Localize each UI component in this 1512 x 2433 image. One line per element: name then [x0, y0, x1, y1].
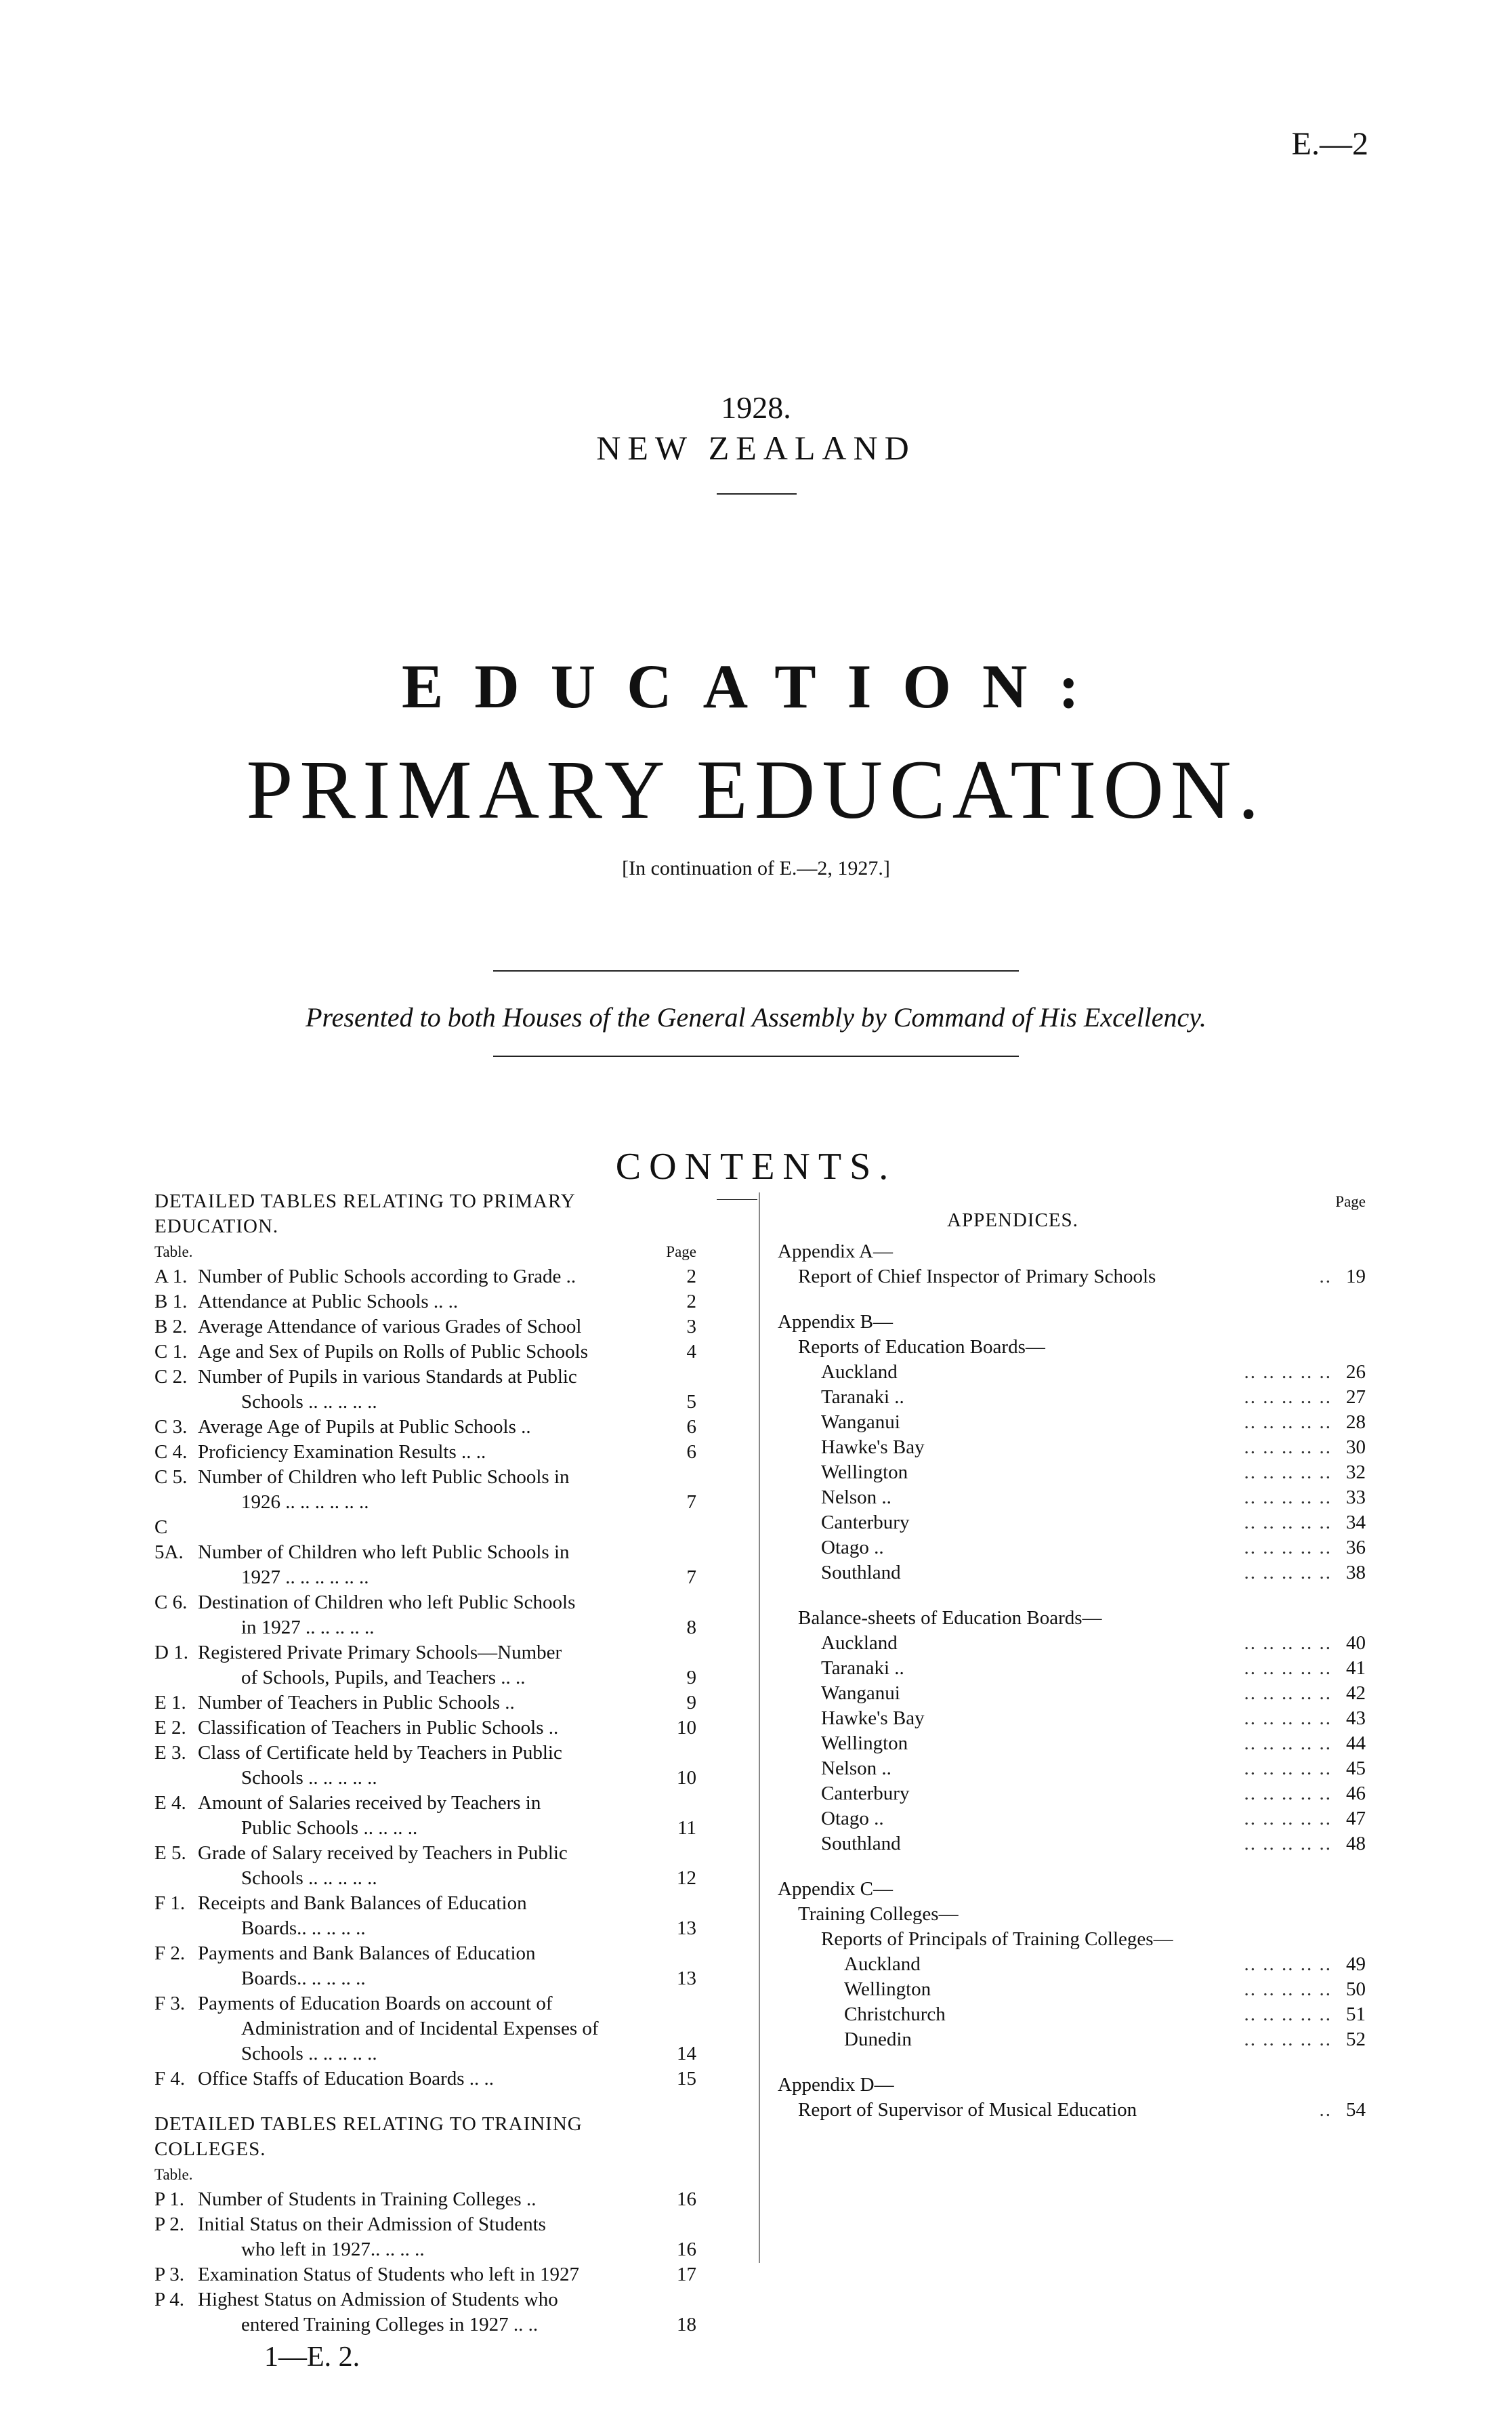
- list-item: [778, 2027, 1366, 2052]
- leader-dots: .. .. .. .. ..: [1244, 1953, 1332, 1975]
- table-row: [154, 1440, 696, 1465]
- item-label: Southland: [821, 1562, 901, 1583]
- item-page: 26: [1346, 1361, 1366, 1383]
- table-code: F 3.: [154, 1993, 186, 2014]
- list-item: [778, 1831, 1366, 1856]
- list-item: [778, 1952, 1366, 1977]
- list-item: [778, 1756, 1366, 1781]
- table-description: Registered Private Primary Schools—Number: [198, 1642, 562, 1663]
- item-page: 48: [1346, 1833, 1366, 1854]
- list-item: [778, 1485, 1366, 1510]
- table-code: C 4.: [154, 1441, 188, 1463]
- item-label: Taranaki ..: [821, 1657, 904, 1679]
- sub-heading: Reports of Education Boards—: [798, 1336, 1045, 1358]
- table-page: 2: [686, 1291, 696, 1312]
- training-college-list: [778, 1952, 1366, 2052]
- table-row: [154, 2187, 696, 2212]
- leader-dots: .. .. .. .. ..: [1244, 2003, 1332, 2025]
- table-page: 16: [677, 2239, 696, 2260]
- leader-dots: .. .. .. .. ..: [1244, 1783, 1332, 1804]
- item-label: Auckland: [844, 1953, 921, 1975]
- table-row: [154, 1866, 696, 1891]
- sub-heading: Training Colleges—: [798, 1903, 959, 1925]
- footer-signature: 1—E. 2.: [264, 2342, 360, 2373]
- table-row: [154, 1264, 696, 1289]
- table-code: E 2.: [154, 1717, 186, 1739]
- table-page: 18: [677, 2314, 696, 2335]
- item-page: 41: [1346, 1657, 1366, 1679]
- list-item: [778, 1410, 1366, 1435]
- table-page: 8: [686, 1617, 696, 1638]
- list-item: [778, 1385, 1366, 1410]
- leader-dots: .. .. .. .. ..: [1244, 1682, 1332, 1704]
- section-title: DETAILED TABLES RELATING TO PRIMARY EDUCATION.: [154, 1190, 575, 1237]
- item-page: 42: [1346, 1682, 1366, 1704]
- item-page: 19: [1346, 1266, 1366, 1287]
- table-row: [154, 2066, 696, 2092]
- appendix-title: Appendix D—: [778, 2074, 894, 2096]
- table-description: Schools .. .. .. .. ..: [241, 1767, 377, 1789]
- item-label: Hawke's Bay: [821, 1707, 925, 1729]
- list-item: [778, 1977, 1366, 2002]
- item-page: 43: [1346, 1707, 1366, 1729]
- table-code: C 6.: [154, 1592, 188, 1613]
- table-row: [154, 1415, 696, 1440]
- table-page: 4: [686, 1341, 696, 1363]
- table-label: Table.: [154, 2166, 193, 2183]
- leader-dots: .. .. .. .. ..: [1244, 1978, 1332, 2000]
- leader-dots: .. .. .. .. ..: [1244, 1707, 1332, 1729]
- table-page: 13: [677, 1917, 696, 1939]
- table-description: Grade of Salary received by Teachers in Public: [198, 1842, 568, 1864]
- item-page: 52: [1346, 2029, 1366, 2050]
- table-row: [154, 2312, 696, 2337]
- table-row: [154, 2287, 696, 2312]
- country: NEW ZEALAND: [596, 429, 916, 467]
- leader-dots: .. .. .. .. ..: [1244, 1436, 1332, 1458]
- list-item: [778, 1535, 1366, 1560]
- table-page: 15: [677, 2068, 696, 2089]
- item-label: Nelson ..: [821, 1758, 891, 1779]
- table-row: [154, 1741, 696, 1766]
- leader-dots: .. .. .. .. ..: [1244, 2029, 1332, 2050]
- leader-dots: .. .. .. .. ..: [1244, 1833, 1332, 1854]
- item-label: Wanganui: [821, 1411, 900, 1433]
- leader-dots: .. .. .. .. ..: [1244, 1657, 1332, 1679]
- item-page: 46: [1346, 1783, 1366, 1804]
- item-page: 50: [1346, 1978, 1366, 2000]
- list-item: [778, 1560, 1366, 1585]
- table-page: 9: [686, 1692, 696, 1713]
- table-list: [154, 1264, 696, 2092]
- item-page: 44: [1346, 1732, 1366, 1754]
- item-page: 28: [1346, 1411, 1366, 1433]
- table-description: Examination Status of Students who left in 1927: [198, 2264, 580, 2285]
- column-divider: [759, 1192, 760, 2263]
- table-description: Schools .. .. .. .. ..: [241, 1867, 377, 1889]
- table-row: [154, 2212, 696, 2237]
- table-row: [154, 1791, 696, 1816]
- appendices-header: [778, 1189, 1366, 1239]
- leader-dots: ..: [1319, 2099, 1332, 2121]
- table-description: in 1927 .. .. .. .. ..: [241, 1617, 375, 1638]
- list-item: [778, 1631, 1366, 1656]
- item-label: Wellington: [821, 1461, 908, 1483]
- board-reports-list: [778, 1360, 1366, 1585]
- table-description: Boards.. .. .. .. ..: [241, 1917, 366, 1939]
- table-description: of Schools, Pupils, and Teachers .. ..: [241, 1667, 526, 1688]
- table-code: P 3.: [154, 2264, 185, 2285]
- list-item: [778, 1360, 1366, 1385]
- table-code: F 2.: [154, 1942, 186, 1964]
- table-code: F 1.: [154, 1892, 186, 1914]
- table-description: entered Training Colleges in 1927 .. ..: [241, 2314, 539, 2335]
- table-description: Schools .. .. .. .. ..: [241, 1391, 377, 1413]
- table-row: [154, 2016, 696, 2041]
- item-page: 49: [1346, 1953, 1366, 1975]
- table-code: D 1.: [154, 1642, 188, 1663]
- table-row: [154, 1289, 696, 1314]
- list-item: [778, 1460, 1366, 1485]
- spacer: [154, 2092, 696, 2112]
- item-label: Canterbury: [821, 1783, 910, 1804]
- item-page: 47: [1346, 1808, 1366, 1829]
- item-label: Hawke's Bay: [821, 1436, 925, 1458]
- table-row: [154, 1816, 696, 1841]
- item-page: 36: [1346, 1537, 1366, 1558]
- contents-right-column: [778, 1189, 1366, 2123]
- table-page: 10: [677, 1717, 696, 1739]
- divider: [717, 1199, 757, 1200]
- table-row: [154, 1465, 696, 1490]
- item-label: Dunedin: [844, 2029, 912, 2050]
- table-page: 10: [677, 1767, 696, 1789]
- appendix-title: Appendix B—: [778, 1311, 893, 1333]
- table-row: [154, 1365, 696, 1390]
- page-subtitle: PRIMARY EDUCATION.: [246, 743, 1266, 836]
- leader-dots: ..: [1319, 1266, 1332, 1287]
- table-description: Public Schools .. .. .. ..: [241, 1817, 418, 1839]
- table-description: 1927 .. .. .. .. .. ..: [241, 1566, 369, 1588]
- list-item: [778, 1435, 1366, 1460]
- table-page: 5: [686, 1391, 696, 1413]
- table-description: Payments of Education Boards on account of: [198, 1993, 553, 2014]
- table-row: [154, 1916, 696, 1941]
- table-row: [154, 1390, 696, 1415]
- leader-dots: .. .. .. .. ..: [1244, 1512, 1332, 1533]
- table-code: F 4.: [154, 2068, 186, 2089]
- list-item: [778, 1806, 1366, 1831]
- table-description: Class of Certificate held by Teachers in Public: [198, 1742, 562, 1764]
- table-description: 1926 .. .. .. .. .. ..: [241, 1491, 369, 1513]
- continuation-note: [In continuation of E.—2, 1927.]: [622, 857, 890, 879]
- table-description: Highest Status on Admission of Students who: [198, 2289, 558, 2310]
- leader-dots: .. .. .. .. ..: [1244, 1537, 1332, 1558]
- item-label: Nelson ..: [821, 1486, 891, 1508]
- table-row: [154, 1966, 696, 1991]
- table-code: C 3.: [154, 1416, 188, 1438]
- appendix-title: Appendix C—: [778, 1878, 893, 1900]
- leader-dots: .. .. .. .. ..: [1244, 1562, 1332, 1583]
- leader-dots: .. .. .. .. ..: [1244, 1732, 1332, 1754]
- table-row: [154, 1891, 696, 1916]
- item-page: 51: [1346, 2003, 1366, 2025]
- table-description: Destination of Children who left Public Schools: [198, 1592, 576, 1613]
- appendix-title: Appendix A—: [778, 1241, 893, 1262]
- spacer: [778, 1856, 1366, 1877]
- page-title: EDUCATION:: [401, 652, 1111, 721]
- table-description: Boards.. .. .. .. ..: [241, 1968, 366, 1989]
- table-description: Payments and Bank Balances of Education: [198, 1942, 536, 1964]
- item-label: Otago ..: [821, 1537, 884, 1558]
- table-code: C 1.: [154, 1341, 188, 1363]
- sub-heading: Reports of Principals of Training Colleges—: [821, 1928, 1173, 1950]
- table-description: Office Staffs of Education Boards .. ..: [198, 2068, 495, 2089]
- sub-heading: Balance-sheets of Education Boards—: [798, 1607, 1102, 1629]
- leader-dots: .. .. .. .. ..: [1244, 1461, 1332, 1483]
- item-page: 30: [1346, 1436, 1366, 1458]
- list-item: [778, 1264, 1366, 1289]
- section-title: DETAILED TABLES RELATING TO TRAINING COLLEGES.: [154, 2113, 583, 2160]
- table-code: B 2.: [154, 1316, 188, 1337]
- table-code: E 3.: [154, 1742, 186, 1764]
- leader-dots: .. .. .. .. ..: [1244, 1386, 1332, 1408]
- item-page: 27: [1346, 1386, 1366, 1408]
- item-page: 32: [1346, 1461, 1366, 1483]
- table-page: 17: [677, 2264, 696, 2285]
- divider: [717, 493, 797, 495]
- table-row: [154, 1991, 696, 2016]
- list-item: [778, 1781, 1366, 1806]
- list-item: [778, 1706, 1366, 1731]
- table-description: Average Age of Pupils at Public Schools ..: [198, 1416, 531, 1438]
- page-label: Page: [666, 1243, 696, 1260]
- item-page: 45: [1346, 1758, 1366, 1779]
- table-description: Number of Public Schools according to Grade ..: [198, 1266, 576, 1287]
- item-label: Otago ..: [821, 1808, 884, 1829]
- divider: [493, 970, 1019, 972]
- leader-dots: .. .. .. .. ..: [1244, 1758, 1332, 1779]
- table-row: [154, 1941, 696, 1966]
- item-page: 33: [1346, 1486, 1366, 1508]
- table-page: 7: [686, 1491, 696, 1513]
- table-description: Schools .. .. .. .. ..: [241, 2043, 377, 2064]
- list-item: [778, 2002, 1366, 2027]
- table-code: C 2.: [154, 1366, 188, 1388]
- table-row: [154, 1665, 696, 1690]
- leader-dots: .. .. .. .. ..: [1244, 1411, 1332, 1433]
- table-code: C 5A.: [154, 1516, 184, 1563]
- table-row: [154, 1590, 696, 1615]
- leader-dots: .. .. .. .. ..: [1244, 1632, 1332, 1654]
- contents-left-column: [154, 1189, 696, 2337]
- list-item: [778, 2098, 1366, 2123]
- page-label: Page: [1335, 1193, 1366, 1210]
- table-row: [154, 1715, 696, 1741]
- table-code: P 1.: [154, 2188, 185, 2210]
- item-label: Auckland: [821, 1632, 898, 1654]
- leader-dots: .. .. .. .. ..: [1244, 1361, 1332, 1383]
- table-description: Number of Teachers in Public Schools ..: [198, 1692, 515, 1713]
- item-page: 40: [1346, 1632, 1366, 1654]
- item-label: Wanganui: [821, 1682, 900, 1704]
- table-description: Number of Students in Training Colleges ..: [198, 2188, 537, 2210]
- spacer: [778, 2052, 1366, 2073]
- table-page: 7: [686, 1566, 696, 1588]
- page-reference: E.—2: [1291, 126, 1368, 162]
- table-description: Classification of Teachers in Public Schools ..: [198, 1717, 559, 1739]
- table-code: A 1.: [154, 1266, 188, 1287]
- table-label: Table.: [154, 1243, 193, 1260]
- table-row: [154, 2041, 696, 2066]
- table-description: Proficiency Examination Results .. ..: [198, 1441, 486, 1463]
- table-description: Number of Children who left Public Schools in: [198, 1466, 570, 1488]
- list-item: [778, 1681, 1366, 1706]
- table-row: [154, 1615, 696, 1640]
- table-description: Age and Sex of Pupils on Rolls of Public Schools: [198, 1341, 588, 1363]
- item-label: Wellington: [821, 1732, 908, 1754]
- table-page: 3: [686, 1316, 696, 1337]
- year: 1928.: [721, 390, 791, 425]
- table-page: 11: [677, 1817, 696, 1839]
- table-page: 9: [686, 1667, 696, 1688]
- table-description: Receipts and Bank Balances of Education: [198, 1892, 527, 1914]
- table-description: who left in 1927.. .. .. ..: [241, 2239, 425, 2260]
- table-row: [154, 1690, 696, 1715]
- table-page: 12: [677, 1867, 696, 1889]
- table-code: P 2.: [154, 2213, 185, 2235]
- spacer: [778, 1289, 1366, 1310]
- table-description: Number of Pupils in various Standards at Public: [198, 1366, 577, 1388]
- list-item: [778, 1656, 1366, 1681]
- table-description: Initial Status on their Admission of Students: [198, 2213, 546, 2235]
- item-page: 34: [1346, 1512, 1366, 1533]
- divider: [493, 1056, 1019, 1057]
- table-row: [154, 1314, 696, 1339]
- table-code: E 4.: [154, 1792, 186, 1814]
- contents-heading: CONTENTS.: [615, 1146, 897, 1188]
- spacer: [778, 1585, 1366, 1606]
- table-code: E 5.: [154, 1842, 186, 1864]
- item-label: Auckland: [821, 1361, 898, 1383]
- table-page: 14: [677, 2043, 696, 2064]
- table-row: [154, 1766, 696, 1791]
- appendices-title: APPENDICES.: [947, 1209, 1078, 1231]
- leader-dots: .. .. .. .. ..: [1244, 1808, 1332, 1829]
- item-label: Wellington: [844, 1978, 931, 2000]
- item-label: Taranaki ..: [821, 1386, 904, 1408]
- item-page: 54: [1346, 2099, 1366, 2121]
- leader-dots: .. .. .. .. ..: [1244, 1486, 1332, 1508]
- table-row: [154, 1339, 696, 1365]
- table-page: 13: [677, 1968, 696, 1989]
- table-code: C 5.: [154, 1466, 188, 1488]
- table-page: 6: [686, 1441, 696, 1463]
- table-row: [154, 1841, 696, 1866]
- table-row: [154, 1490, 696, 1515]
- table-description: Amount of Salaries received by Teachers in: [198, 1792, 541, 1814]
- balance-sheets-list: [778, 1631, 1366, 1856]
- item-label: Southland: [821, 1833, 901, 1854]
- item-label: Report of Chief Inspector of Primary Schools: [798, 1266, 1156, 1287]
- presentation-note: Presented to both Houses of the General Assembly by Command of His Excellency.: [306, 1002, 1206, 1033]
- item-label: Canterbury: [821, 1512, 910, 1533]
- table-code: B 1.: [154, 1291, 188, 1312]
- table-row: [154, 1640, 696, 1665]
- column-headers: [154, 1239, 696, 1264]
- table-row: [154, 2237, 696, 2262]
- table-page: 16: [677, 2188, 696, 2210]
- table-code: P 4.: [154, 2289, 185, 2310]
- table-row: [154, 1515, 696, 1565]
- item-page: 38: [1346, 1562, 1366, 1583]
- item-label: Christchurch: [844, 2003, 946, 2025]
- list-item: [778, 1731, 1366, 1756]
- table-row: [154, 1565, 696, 1590]
- table-description: Administration and of Incidental Expenses of: [241, 2018, 599, 2039]
- table-description: Number of Children who left Public Schools in: [198, 1541, 570, 1563]
- table-code: E 1.: [154, 1692, 186, 1713]
- table-row: [154, 2262, 696, 2287]
- table-description: Average Attendance of various Grades of School: [198, 1316, 582, 1337]
- item-label: Report of Supervisor of Musical Education: [798, 2099, 1137, 2121]
- list-item: [778, 1510, 1366, 1535]
- table-page: 2: [686, 1266, 696, 1287]
- table-description: Attendance at Public Schools .. ..: [198, 1291, 459, 1312]
- table-page: 6: [686, 1416, 696, 1438]
- table-list: [154, 2187, 696, 2337]
